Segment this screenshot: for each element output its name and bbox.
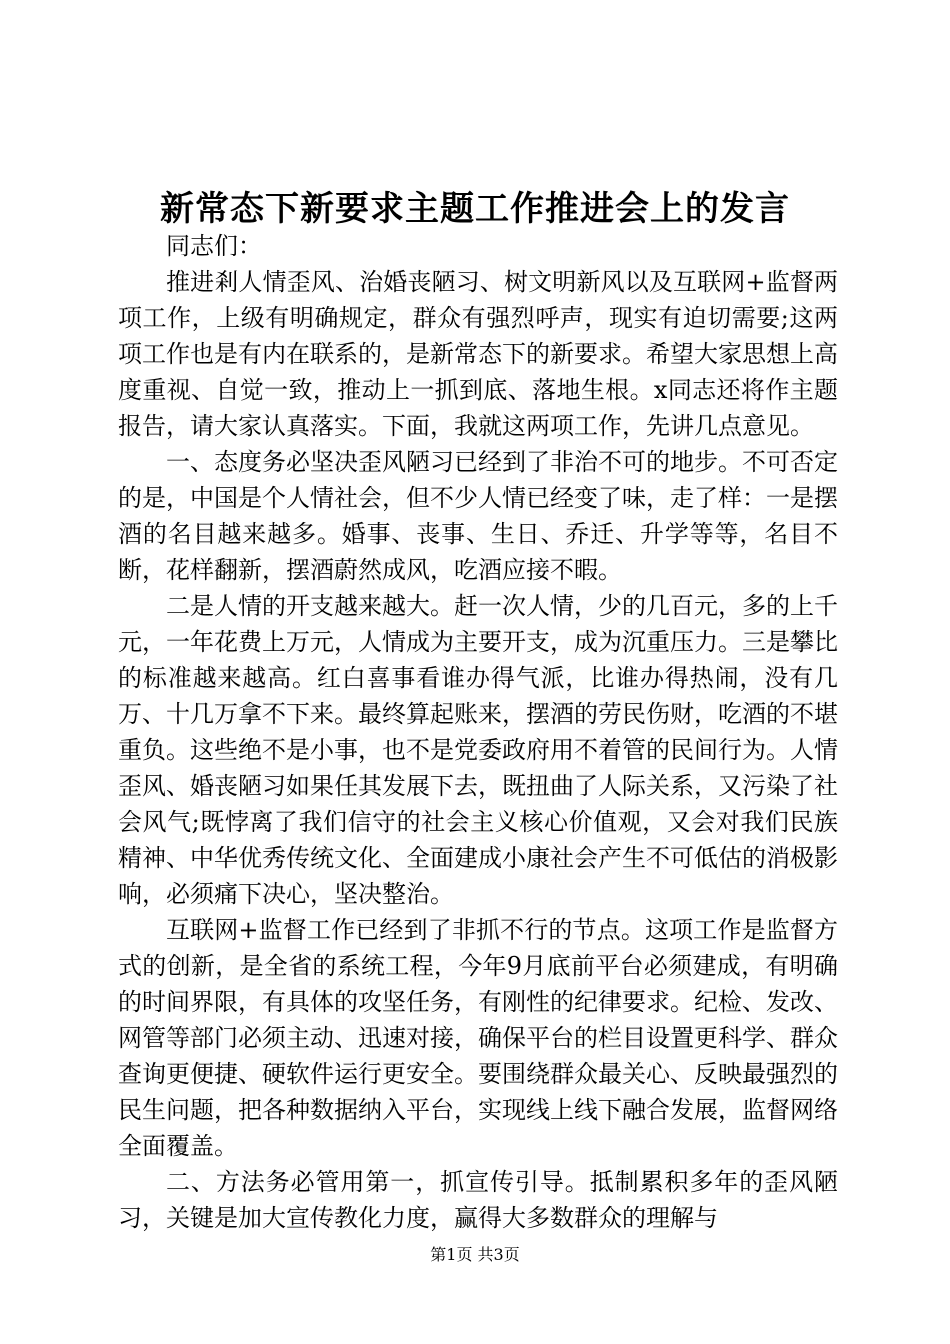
body-paragraph: 一、态度务必坚决歪风陋习已经到了非治不可的地步。不可否定的是，中国是个人情社会，但不少人情已经变了味，走了样：一是摆酒的名目越来越多。婚事、丧事、生日、乔迁、升学等等，名目不断，花样翻新，摆酒蔚然成风，吃酒应接不暇。 — [118, 448, 838, 584]
body-paragraph: 推进剎人情歪风、治婚丧陋习、树文明新风以及互联网+监督两项工作，上级有明确规定，群众有强烈呼声，现实有迫切需要;这两项工作也是有内在联系的，是新常态下的新要求。希望大家思想上高度重视、自觉一致，推动上一抓到底、落地生根。x同志还将作主题报告，请大家认真落实。下面，我就这两项工作，先讲几点意见。 — [118, 268, 838, 440]
body-paragraph: 互联网+监督工作已经到了非抓不行的节点。这项工作是监督方式的创新，是全省的系统工程，今年9月底前平台必须建成，有明确的时间界限，有具体的攻坚任务，有刚性的纪律要求。纪检、发改、网管等部门必须主动、迅速对接，确保平台的栏目设置更科学、群众查询更便捷、硬软件运行更安全。要围绕群众最关心、反映最强烈的民生问题，把各种数据纳入平台，实现线上线下融合发展，监督网络全面覆盖。 — [118, 916, 838, 1160]
body-paragraph: 二是人情的开支越来越大。赶一次人情，少的几百元，多的上千元，一年花费上万元，人情成为主要开支，成为沉重压力。三是攀比的标准越来越高。红白喜事看谁办得气派，比谁办得热闹，没有几万、十几万拿不下来。最终算起账来，摆酒的劳民伤财，吃酒的不堪重负。这些绝不是小事，也不是党委政府用不着管的民间行为。人情歪风、婚丧陋习如果任其发展下去，既扭曲了人际关系，又污染了社会风气;既悖离了我们信守的社会主义核心价值观，又会对我们民族精神、中华优秀传统文化、全面建成小康社会产生不可低估的消极影响，必须痛下决心，坚决整治。 — [118, 592, 838, 908]
page-number-footer: 第1页 共3页 — [430, 1245, 520, 1264]
document-body — [118, 228, 838, 1236]
body-paragraph: 二、方法务必管用第一，抓宣传引导。抵制累积多年的歪风陋习，关键是加大宣传教化力度，赢得大多数群众的理解与 — [118, 1168, 838, 1232]
document-title: 新常态下新要求主题工作推进会上的发言 — [160, 189, 790, 229]
salutation-paragraph: 同志们： — [166, 232, 262, 260]
